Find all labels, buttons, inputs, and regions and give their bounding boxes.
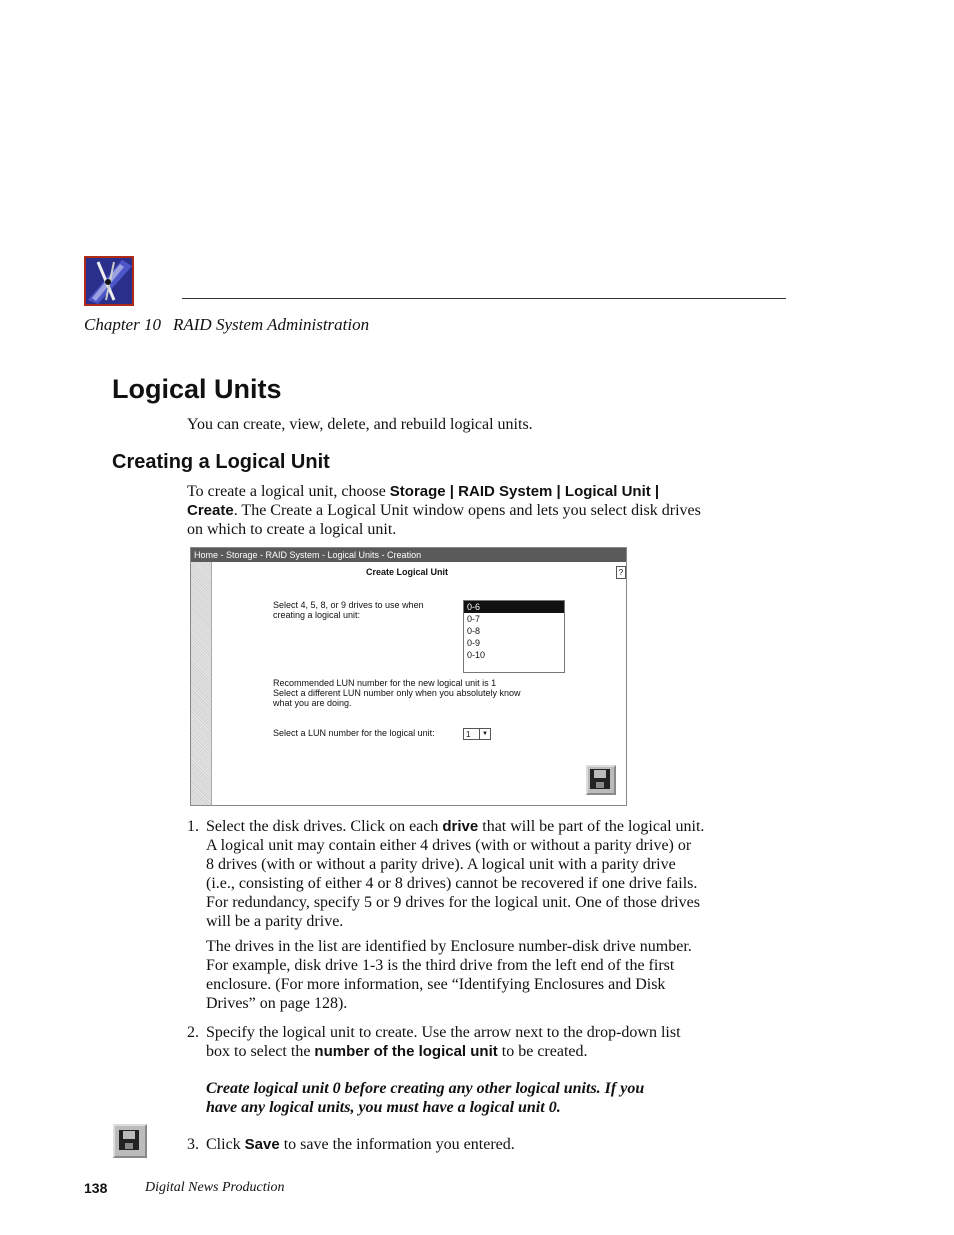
lun-ui-term: number of the logical unit bbox=[314, 1043, 498, 1060]
step-2 bbox=[187, 1023, 727, 1063]
step-line: For example, disk drive 1-3 is the third drive from the left end of the first bbox=[206, 957, 675, 974]
section-title: Logical Units bbox=[112, 374, 282, 404]
save-button[interactable] bbox=[586, 765, 616, 795]
step-number: 3. bbox=[187, 1136, 199, 1153]
chapter-label: Chapter 10 bbox=[84, 315, 161, 334]
chapter-title: RAID System Administration bbox=[172, 315, 370, 334]
book-logo bbox=[84, 256, 134, 306]
step-text bbox=[206, 1023, 726, 1061]
rec-line: Select a different LUN number only when you absolutely know bbox=[273, 688, 521, 698]
step-text bbox=[206, 1135, 726, 1154]
subsection-paragraph bbox=[187, 482, 732, 539]
list-item[interactable]: 0-7 bbox=[467, 614, 481, 624]
rec-line: Recommended LUN number for the new logical unit is 1 bbox=[273, 678, 497, 688]
lun-label: Select a LUN number for the logical unit: bbox=[273, 728, 435, 738]
note-line: Create logical unit 0 before creating any other logical units. If you bbox=[206, 1080, 645, 1097]
chapter-header bbox=[84, 315, 381, 335]
left-frame bbox=[191, 562, 212, 805]
p1-text-end: on which to create a logical unit. bbox=[187, 521, 397, 538]
window-title: Create Logical Unit bbox=[366, 567, 449, 577]
section-intro: You can create, view, delete, and rebuild logical units. bbox=[187, 416, 533, 433]
step-line: Specify the logical unit to create. Use the arrow next to the drop-down list bbox=[206, 1024, 681, 1041]
step-line: 8 drives (with or without a parity drive). A logical unit with a parity drive bbox=[206, 856, 676, 873]
prompt-line: Select 4, 5, 8, or 9 drives to use when bbox=[273, 600, 424, 610]
drive-ui-term: drive bbox=[442, 818, 479, 835]
step-1 bbox=[187, 817, 727, 937]
step-text-part: to be created. bbox=[497, 1043, 588, 1060]
lun-recommendation bbox=[273, 678, 573, 708]
step-text-part: box to select the bbox=[206, 1043, 315, 1060]
save-ui-term: Save bbox=[244, 1136, 280, 1153]
step-3 bbox=[187, 1135, 727, 1155]
step-number: 2. bbox=[187, 1024, 199, 1041]
margin-save-button bbox=[113, 1124, 147, 1158]
help-icon[interactable]: ? bbox=[616, 566, 626, 579]
rec-line: what you are doing. bbox=[273, 698, 352, 708]
create-logical-unit-screenshot bbox=[190, 547, 627, 806]
list-item[interactable]: 0-10 bbox=[467, 650, 486, 660]
step-text-part: Select the disk drives. Click on each bbox=[206, 818, 443, 835]
note-line: have any logical units, you must have a logical unit 0. bbox=[206, 1099, 561, 1116]
step-text-part: that will be part of the logical unit. bbox=[478, 818, 705, 835]
step-line: Drives” on page 128). bbox=[206, 995, 348, 1012]
menu-path: Storage | RAID System | Logical Unit | bbox=[389, 483, 660, 500]
step-1-detail bbox=[187, 937, 727, 1017]
lun-dropdown[interactable] bbox=[463, 728, 491, 740]
list-item[interactable]: 0-6 bbox=[464, 601, 564, 613]
p1-text-cont: . The Create a Logical Unit window opens and lets you select disk drives bbox=[233, 502, 701, 519]
chevron-down-icon[interactable]: ▼ bbox=[479, 729, 490, 739]
step-text-part: to save the information you entered. bbox=[279, 1136, 515, 1153]
drive-listbox[interactable] bbox=[463, 600, 565, 673]
step-line: (i.e., consisting of either 4 or 8 drives) cannot be recovered if one drive fails. bbox=[206, 875, 698, 892]
list-item[interactable]: 0-8 bbox=[467, 626, 481, 636]
subsection-title: Creating a Logical Unit bbox=[112, 451, 330, 473]
step-line: enclosure. (For more information, see “Identifying Enclosures and Disk bbox=[206, 976, 666, 993]
book-title: Digital News Production bbox=[145, 1180, 285, 1195]
step-line: The drives in the list are identified by Enclosure number-disk drive number. bbox=[206, 938, 692, 955]
step-number: 1. bbox=[187, 818, 199, 835]
header-rule bbox=[182, 298, 786, 299]
step-line: For redundancy, specify 5 or 9 drives for the logical unit. One of those drives bbox=[206, 894, 700, 911]
film-logo-icon bbox=[84, 256, 134, 306]
step-line: A logical unit may contain either 4 drives (with or without a parity drive) or bbox=[206, 837, 692, 854]
list-item[interactable]: 0-9 bbox=[467, 638, 481, 648]
breadcrumb[interactable]: Home - Storage - RAID System - Logical Units - Creation bbox=[191, 548, 626, 562]
step-line: will be a parity drive. bbox=[206, 913, 344, 930]
important-note bbox=[206, 1079, 716, 1117]
page-number: 138 bbox=[84, 1180, 108, 1196]
step-text bbox=[206, 817, 726, 931]
drive-prompt bbox=[273, 600, 458, 620]
step-text-part: Click bbox=[206, 1136, 245, 1153]
lun-value: 1 bbox=[466, 730, 471, 739]
prompt-line: creating a logical unit: bbox=[273, 610, 361, 620]
menu-path-create: Create bbox=[187, 502, 234, 519]
p1-text: To create a logical unit, choose bbox=[187, 483, 390, 500]
step-text bbox=[206, 937, 726, 1013]
